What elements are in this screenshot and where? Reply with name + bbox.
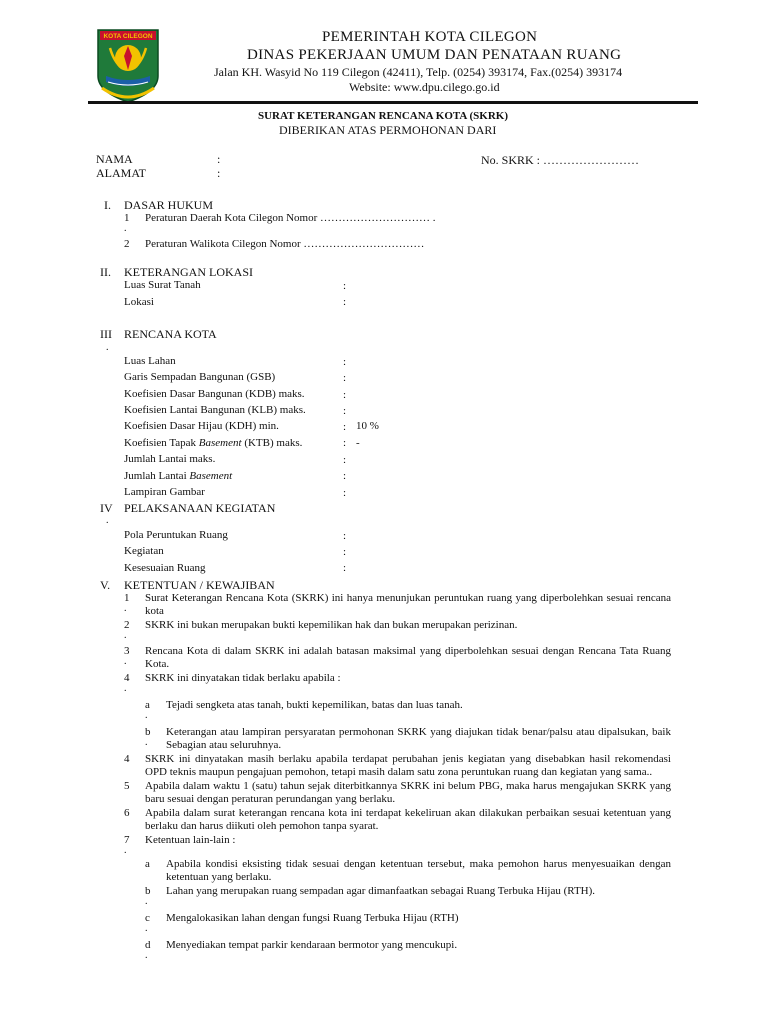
sec5-subitem-letter: b xyxy=(145,885,151,897)
sec5-item2-text: SKRK ini bukan merupakan bukti kepemilikan hak dan bukan merupakan perizinan. xyxy=(145,619,518,631)
list-dot: . xyxy=(124,656,127,667)
sec5-item3-text: Rencana Kota di dalam SKRK ini adalah batasan maksimal yang diperbolehkan sesuai dengan Rencana Tata Ruang Kota. xyxy=(145,645,671,670)
sec4-field-label: Kegiatan xyxy=(124,545,164,557)
label-part: (KTB) maks. xyxy=(241,437,303,449)
document-subtitle: DIBERIKAN ATAS PERMOHONAN DARI xyxy=(279,123,497,137)
sec3-number: III xyxy=(100,327,112,341)
document-title: SURAT KETERANGAN RENCANA KOTA (SKRK) xyxy=(258,110,508,122)
sec5-item8c-text: Mengalokasikan lahan dengan fungsi Ruang Terbuka Hijau (RTH) xyxy=(166,912,459,924)
header-address: Jalan KH. Wasyid No 119 Cilegon (42411), Telp. (0254) 393174, Fax.(0254) 393174 xyxy=(214,65,623,79)
sec3-field-label: Luas Lahan xyxy=(124,355,176,367)
sec2-field-label: Luas Surat Tanah xyxy=(124,279,201,291)
sec5-item-num: 3 xyxy=(124,645,130,657)
sec5-item-num: 2 xyxy=(124,619,130,631)
sec1-item1-num: 1 xyxy=(124,212,130,224)
sec1-item1-text: Peraturan Daerah Kota Cilegon Nomor ………………………… . xyxy=(145,212,436,224)
nama-label: NAMA xyxy=(96,152,133,166)
list-dot: . xyxy=(145,896,148,907)
sec3-field-label xyxy=(124,470,232,482)
sec3-field-label: Lampiran Gambar xyxy=(124,486,205,498)
sec5-item4a-text: Tejadi sengketa atas tanah, bukti kepemilikan, batas dan luas tanah. xyxy=(166,699,463,711)
sec3-field-label: Koefisien Dasar Hijau (KDH) min. xyxy=(124,420,279,432)
sec3-title: RENCANA KOTA xyxy=(124,327,217,341)
sec3-field-colon: : xyxy=(343,356,347,368)
sec4-field-colon: : xyxy=(343,530,347,542)
list-dot: . xyxy=(145,710,148,721)
sec5-item-num: 1 xyxy=(124,592,130,604)
header-line1: PEMERINTAH KOTA CILEGON xyxy=(322,29,538,45)
city-emblem-logo xyxy=(94,26,162,106)
sec5-item5-text: SKRK ini dinyatakan masih berlaku apabila terdapat perubahan jenis kegiatan yang disebabkan hasil rekomendasi OPD teknis maupun pengajuan pemohon, tetapi masih dalam satu zona peruntukan ruang dan kegiatan yang sama.. xyxy=(145,753,671,778)
sec5-item1-text: Surat Keterangan Rencana Kota (SKRK) ini hanya menunjukan peruntukan ruang yang diperbolehkan sesuai rencana kota xyxy=(145,592,671,617)
sec5-subitem-letter: b xyxy=(145,726,151,738)
list-dot: . xyxy=(124,683,127,694)
sec1-number: I. xyxy=(104,198,111,212)
sec1-item2-text: Peraturan Walikota Cilegon Nomor …………………………… xyxy=(145,238,425,250)
sec3-field-value: 10 % xyxy=(356,420,379,432)
sec2-field-colon: : xyxy=(343,296,347,308)
nama-colon: : xyxy=(217,152,221,166)
sec5-number: V. xyxy=(100,578,111,592)
header-line2: DINAS PEKERJAAN UMUM DAN PENATAAN RUANG xyxy=(247,47,622,63)
sec3-field-colon: : xyxy=(343,470,347,482)
sec1-item2-num: 2 xyxy=(124,238,130,250)
alamat-colon: : xyxy=(217,166,221,180)
sec5-item7-text: Apabila dalam surat keterangan rencana kota ini terdapat kekeliruan akan dilakukan perbaikan sesuai ketentuan yang berlaku dan harus diikuti oleh pemohon tanpa syarat. xyxy=(145,807,671,832)
sec5-item8b-text: Lahan yang merupakan ruang sempadan agar dimanfaatkan sebagai Ruang Terbuka Hijau (RTH). xyxy=(166,885,596,897)
sec4-number: IV xyxy=(100,501,113,515)
sec5-item4-text: SKRK ini dinyatakan tidak berlaku apabila : xyxy=(145,672,341,684)
sec5-item-num: 4 xyxy=(124,753,130,765)
sec2-field-colon: : xyxy=(343,280,347,292)
header-website: Website: www.dpu.cilego.go.id xyxy=(349,80,500,94)
sec5-title: KETENTUAN / KEWAJIBAN xyxy=(124,578,275,592)
sec5-item-num: 4 xyxy=(124,672,130,684)
sec5-item8d-text: Menyediakan tempat parkir kendaraan bermotor yang mencukupi. xyxy=(166,939,458,951)
alamat-label: ALAMAT xyxy=(96,166,146,180)
sec3-field-colon: : xyxy=(343,421,347,433)
sec5-subitem-letter: c xyxy=(145,912,150,924)
list-dot: . xyxy=(106,515,109,526)
sec4-title: PELAKSANAAN KEGIATAN xyxy=(124,501,276,515)
list-dot: . xyxy=(145,923,148,934)
sec3-field-label xyxy=(124,437,302,449)
sec5-subitem-letter: d xyxy=(145,939,151,951)
sec3-field-value: - xyxy=(356,437,360,449)
sec3-field-label: Koefisien Lantai Bangunan (KLB) maks. xyxy=(124,404,306,416)
list-dot: . xyxy=(145,950,148,961)
sec4-field-label: Kesesuaian Ruang xyxy=(124,562,206,574)
label-part: Jumlah Lantai xyxy=(124,470,190,482)
sec5-item4b-text: Keterangan atau lampiran persyaratan permohonan SKRK yang diajukan tidak benar/palsu atau dipalsukan, baik Sebagian atau seluruhnya. xyxy=(166,726,671,751)
sec5-item8a-text: Apabila kondisi eksisting tidak sesuai dengan ketentuan tersebut, maka pemohon harus menyesuaikan dengan ketentuan yang berlaku. xyxy=(166,858,671,883)
sec5-subitem-letter: a xyxy=(145,858,150,870)
sec3-field-colon: : xyxy=(343,454,347,466)
list-dot: . xyxy=(124,603,127,614)
label-part: Koefisien Tapak xyxy=(124,437,199,449)
sec4-field-colon: : xyxy=(343,562,347,574)
sec5-item8-text: Ketentuan lain-lain : xyxy=(145,834,236,846)
sec5-item-num: 6 xyxy=(124,807,130,819)
sec3-field-label: Jumlah Lantai maks. xyxy=(124,453,216,465)
label-part-italic: Basement xyxy=(198,437,242,449)
sec2-field-label: Lokasi xyxy=(124,296,154,308)
sec2-title: KETERANGAN LOKASI xyxy=(124,265,253,279)
list-dot: . xyxy=(124,223,127,234)
sec3-field-colon: : xyxy=(343,389,347,401)
list-dot: . xyxy=(145,737,148,748)
sec3-field-colon: : xyxy=(343,487,347,499)
sec4-field-label: Pola Peruntukan Ruang xyxy=(124,529,228,541)
sec3-field-colon: : xyxy=(343,437,347,449)
list-dot: . xyxy=(124,630,127,641)
label-part-italic: Basement xyxy=(189,470,233,482)
sec3-field-label: Koefisien Dasar Bangunan (KDB) maks. xyxy=(124,388,305,400)
sec5-item-num: 5 xyxy=(124,780,130,792)
sec5-subitem-letter: a xyxy=(145,699,150,711)
list-dot: . xyxy=(124,845,127,856)
no-skrk: No. SKRK : …………………… xyxy=(481,153,640,167)
sec3-field-colon: : xyxy=(343,372,347,384)
sec2-number: II. xyxy=(100,265,111,279)
sec3-field-label: Garis Sempadan Bangunan (GSB) xyxy=(124,371,276,383)
logo-banner-text: KOTA CILEGON xyxy=(103,33,153,40)
header-divider-thick xyxy=(88,101,698,104)
sec5-item6-text: Apabila dalam waktu 1 (satu) tahun sejak diterbitkannya SKRK ini belum PBG, maka harus mengajukan SKRK yang baru sesuai dengan peraturan perundangan yang berlaku. xyxy=(145,780,671,805)
sec4-field-colon: : xyxy=(343,546,347,558)
sec1-title: DASAR HUKUM xyxy=(124,198,214,212)
list-dot: . xyxy=(106,342,109,353)
sec3-field-colon: : xyxy=(343,405,347,417)
sec5-item-num: 7 xyxy=(124,834,130,846)
